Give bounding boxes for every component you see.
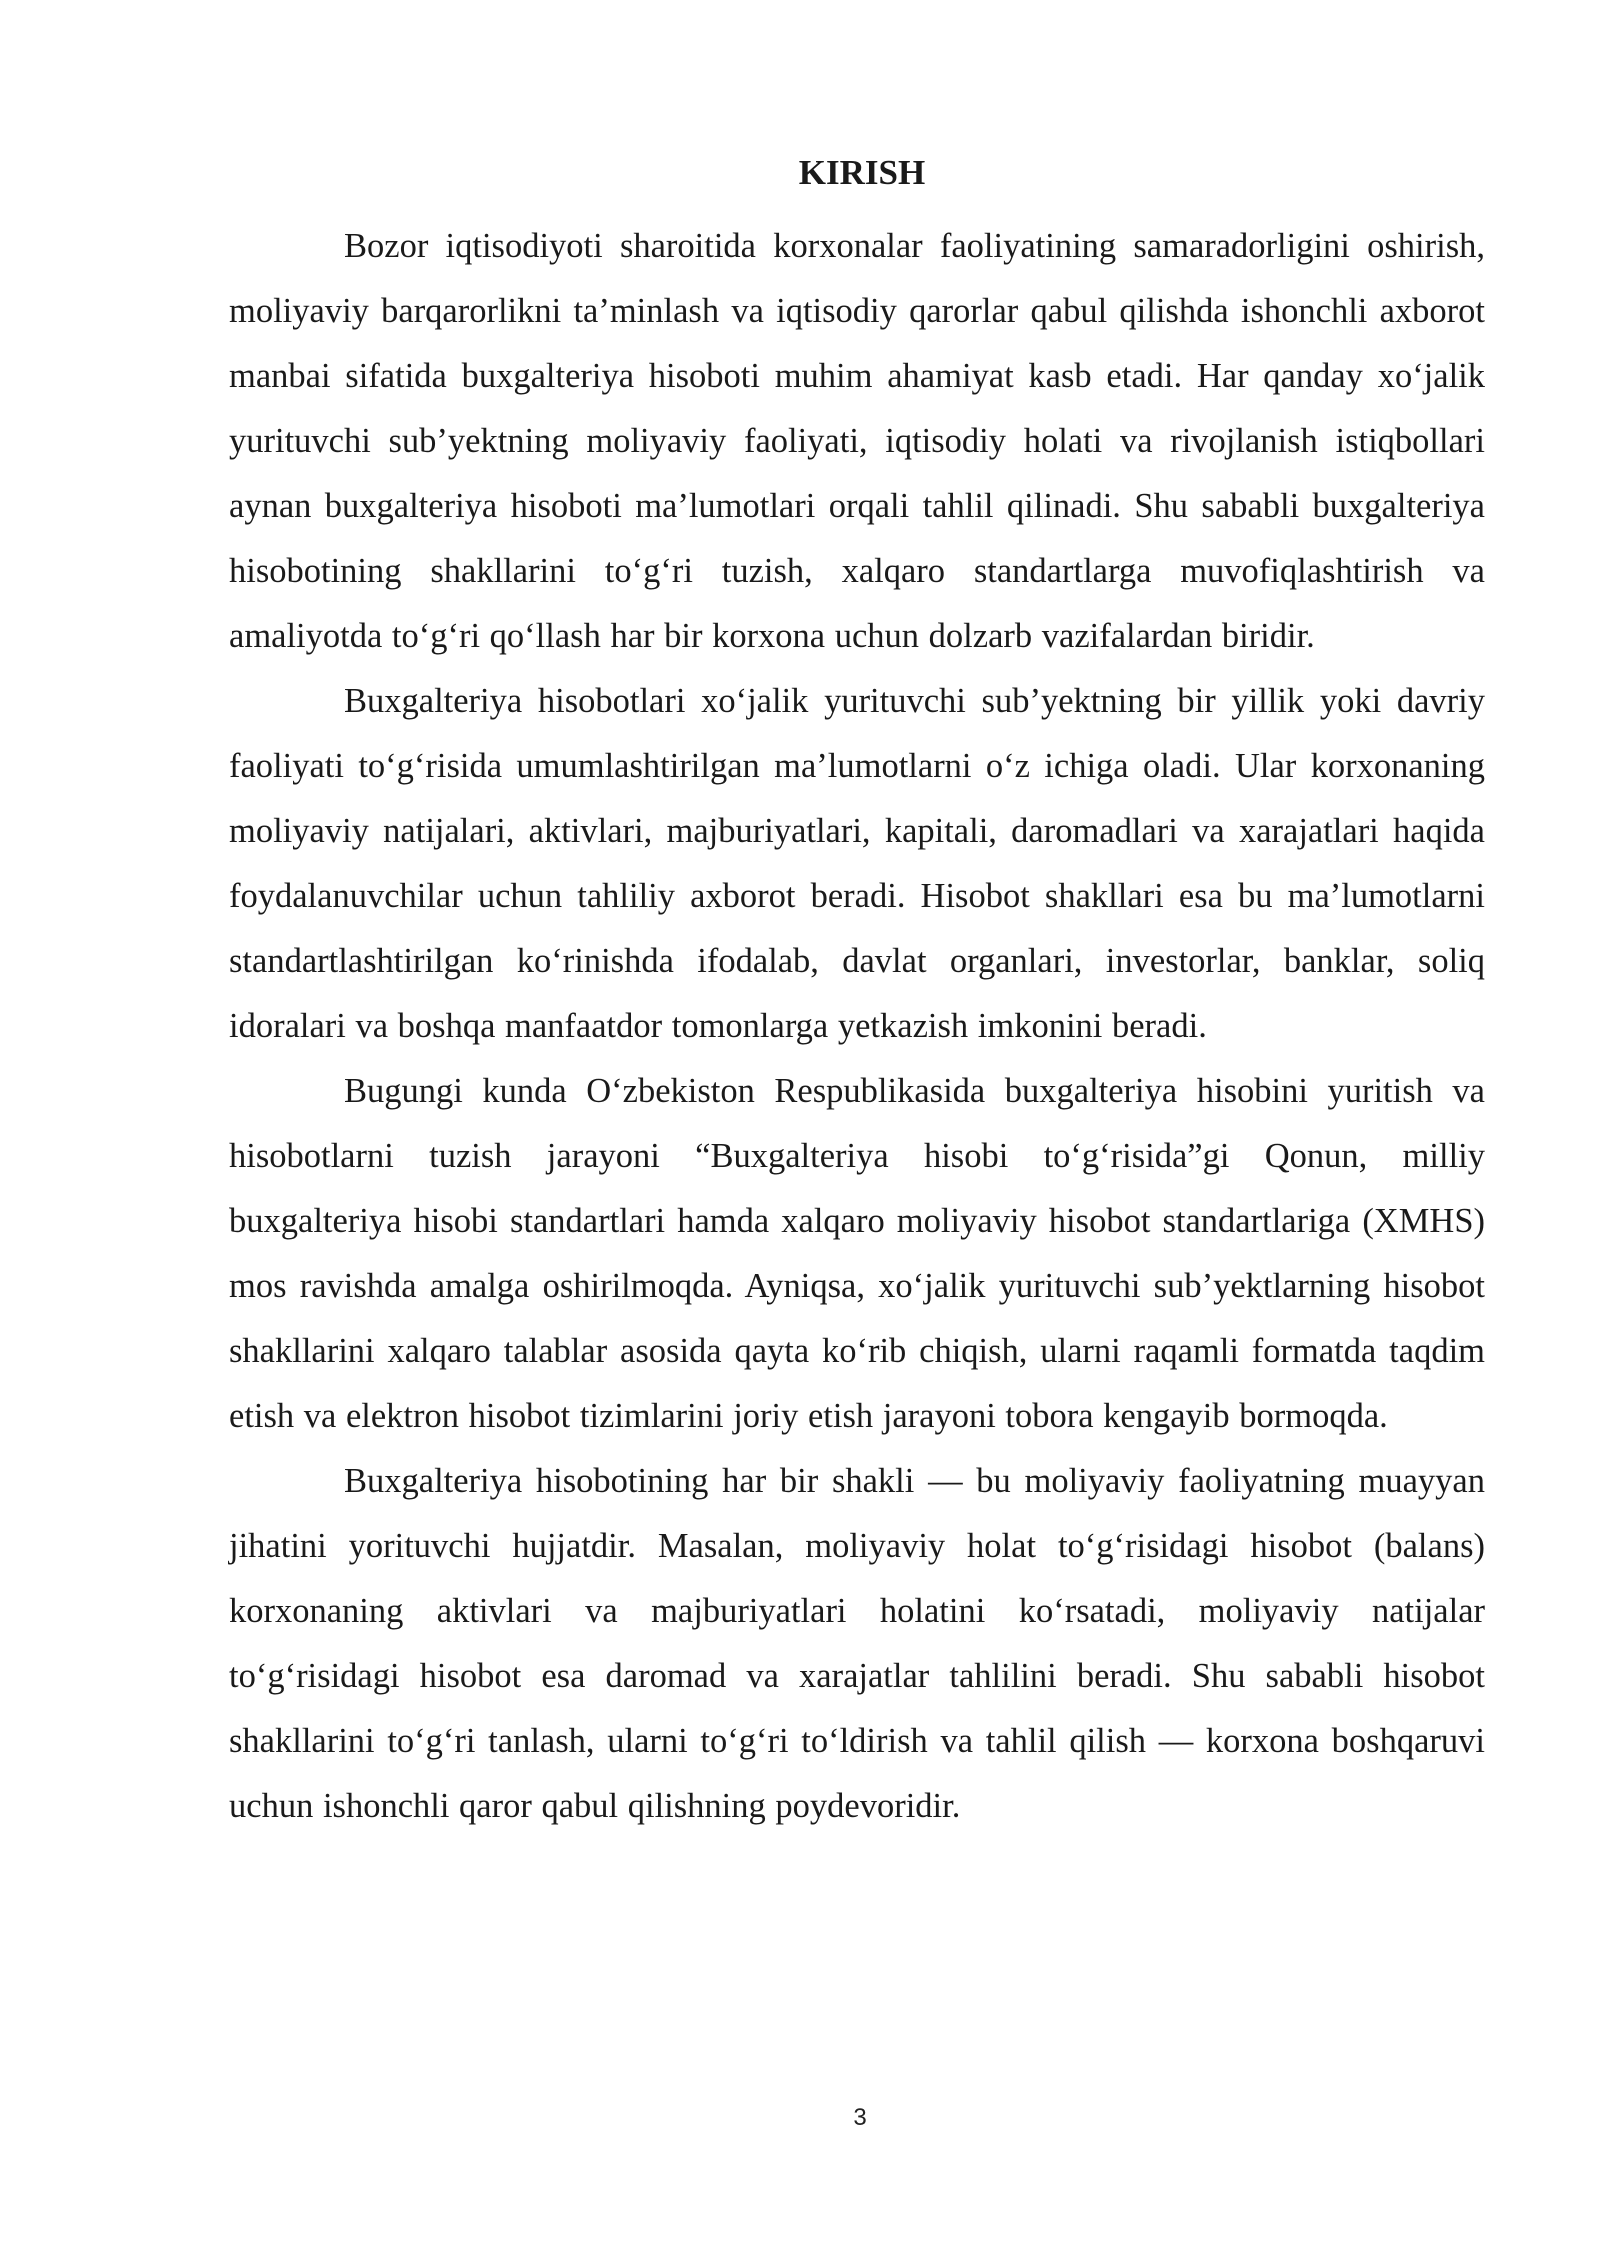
paragraph-4: Buxgalteriya hisobotining har bir shakli — bu moliyaviy faoliyatning muayyan jihatini yorituvchi hujjatdir. Masalan, moliyaviy holat to‘g‘risidagi hisobot (balans) korxonaning aktivlari va majburiyatlari holatini ko‘rsatadi, moliyaviy natijalar to‘g‘risidagi hisobot esa daromad va xarajatlar tahlilini beradi. Shu sababli hisobot shakllarini to‘g‘ri tanlash, ularni to‘g‘ri to‘ldirish va tahlil qilish — korxona boshqaruvi uchun ishonchli qaror qabul qilishning poydevoridir. (229, 1462, 1485, 1825)
paragraph-1: Bozor iqtisodiyoti sharoitida korxonalar faoliyatining samaradorligini oshirish, moliyaviy barqarorlikni ta’minlash va iqtisodiy qarorlar qabul qilishda ishonchli axborot manbai sifatida buxgalteriya hisoboti muhim ahamiyat kasb etadi. Har qanday xo‘jalik yurituvchi sub’yektning moliyaviy faoliyati, iqtisodiy holati va rivojlanish istiqbollari aynan buxgalteriya hisoboti ma’lumotlari orqali tahlil qilinadi. Shu sababli buxgalteriya hisobotining shakllarini to‘g‘ri tuzish, xalqaro standartlarga muvofiqlashtirish va amaliyotda to‘g‘ri qo‘llash har bir korxona uchun dolzarb vazifalardan biridir. (229, 227, 1485, 655)
section-heading: KIRISH (798, 153, 926, 192)
paragraph-2: Buxgalteriya hisobotlari xo‘jalik yurituvchi sub’yektning bir yillik yoki davriy faoliyati to‘g‘risida umumlashtirilgan ma’lumotlarni o‘z ichiga oladi. Ular korxonaning moliyaviy natijalari, aktivlari, majburiyatlari, kapitali, daromadlari va xarajatlari haqida foydalanuvchilar uchun tahliliy axborot beradi. Hisobot shakllari esa bu ma’lumotlarni standartlashtirilgan ko‘rinishda ifodalab, davlat organlari, investorlar, banklar, soliq idoralari va boshqa manfaatdor tomonlarga yetkazish imkonini beradi. (229, 682, 1485, 1045)
paragraph-3: Bugungi kunda O‘zbekiston Respublikasida buxgalteriya hisobini yuritish va hisobotlarni tuzish jarayoni “Buxgalteriya hisobi to‘g‘risida”gi Qonun, milliy buxgalteriya hisobi standartlari hamda xalqaro moliyaviy hisobot standartlariga (XMHS) mos ravishda amalga oshirilmoqda. Ayniqsa, xo‘jalik yurituvchi sub’yektlarning hisobot shakllarini xalqaro talablar asosida qayta ko‘rib chiqish, ularni raqamli formatda taqdim etish va elektron hisobot tizimlarini joriy etish jarayoni tobora kengayib bormoqda. (229, 1072, 1485, 1435)
document-body (229, 152, 1485, 1839)
page-number: 3 (853, 2104, 867, 2131)
